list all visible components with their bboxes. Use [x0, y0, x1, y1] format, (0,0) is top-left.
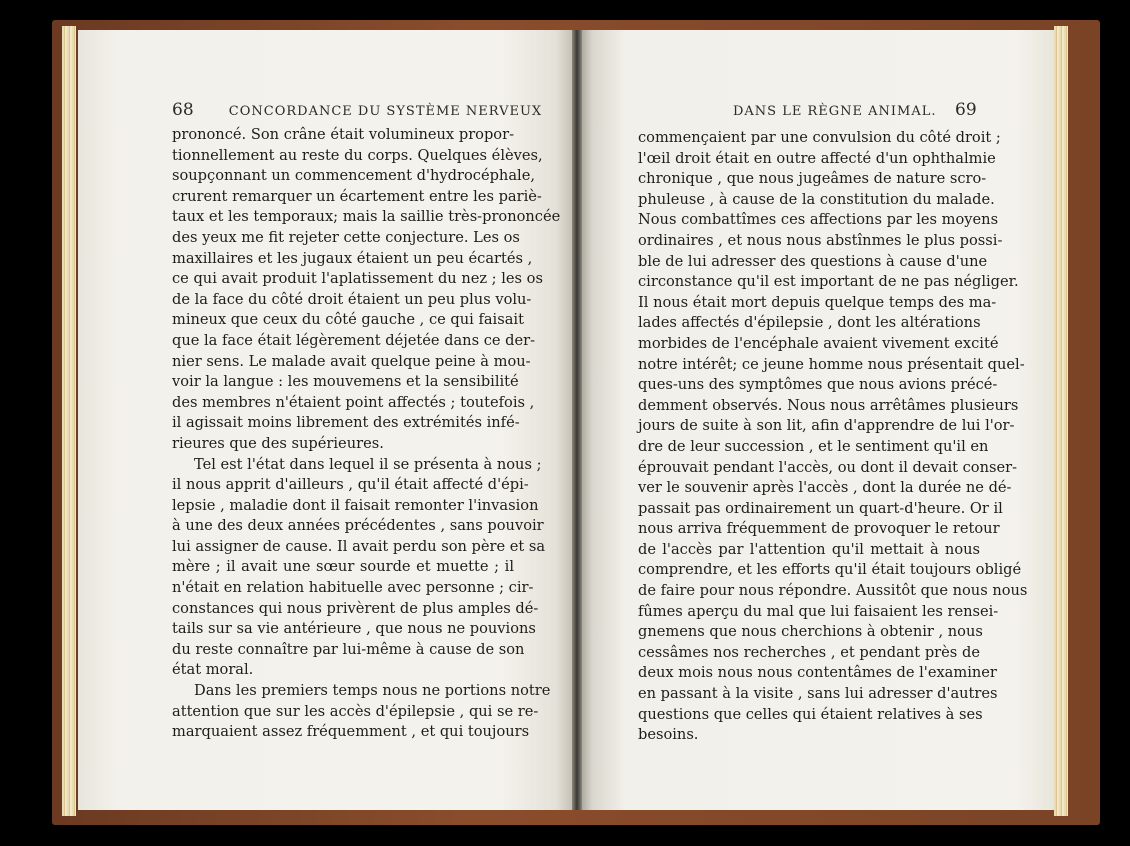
- text-line: attention que sur les accès d'épilepsie , qui se re-: [172, 702, 539, 720]
- text-line: lades affectés d'épilepsie , dont les altérations: [638, 314, 981, 332]
- text-line: circonstance qu'il est important de ne pas négliger.: [638, 273, 1019, 291]
- text-line: soupçonnant un commencement d'hydrocéphale,: [172, 167, 535, 185]
- left-page-number: 68: [172, 100, 194, 120]
- text-line: fûmes aperçu du mal que lui faisaient les rensei-: [638, 602, 999, 620]
- text-line: ver le souvenir après l'accès , dont la durée ne dé-: [638, 479, 1012, 497]
- text-line: ordinaires , et nous nous abstînmes le plus possi-: [638, 231, 1003, 249]
- text-line: il agissait moins librement des extrémités infé-: [172, 414, 520, 432]
- text-line: besoins.: [638, 726, 699, 744]
- text-line: prononcé. Son crâne était volumineux propor-: [172, 126, 514, 143]
- text-line: questions que celles qui étaient relatives à ses: [638, 705, 983, 723]
- text-line: des yeux me fit rejeter cette conjecture. Les os: [172, 228, 520, 246]
- right-page-body: [638, 128, 1028, 746]
- text-line: Dans les premiers temps nous ne portions notre: [194, 682, 551, 700]
- text-line: chronique , que nous jugeâmes de nature scro-: [638, 170, 987, 188]
- book-gutter: [572, 30, 582, 810]
- left-page-edges: [62, 26, 76, 816]
- text-line: lepsie , maladie dont il faisait remonter l'invasion: [172, 496, 539, 514]
- text-line: que la face était légèrement déjetée dans ce der-: [172, 331, 536, 349]
- text-line: Il nous était mort depuis quelque temps des ma-: [638, 293, 997, 311]
- text-line: tails sur sa vie antérieure , que nous ne pouvions: [172, 620, 536, 638]
- text-line: demment observés. Nous nous arrêtâmes plusieurs: [638, 396, 1019, 414]
- text-line: en passant à la visite , sans lui adresser d'autres: [638, 685, 998, 703]
- text-line: deux mois nous nous contentâmes de l'examiner: [638, 664, 997, 682]
- text-line: rieures que des supérieures.: [172, 434, 384, 452]
- text-line: ques-uns des symptômes que nous avions précé-: [638, 376, 998, 394]
- text-line: nier sens. Le malade avait quelque peine à mou-: [172, 352, 531, 370]
- left-running-head: CONCORDANCE DU SYSTÈME NERVEUX: [228, 104, 543, 119]
- text-line: dre de leur succession , et le sentiment qu'il en: [638, 437, 989, 455]
- text-line: constances qui nous privèrent de plus amples dé-: [172, 599, 539, 617]
- text-line: taux et les temporaux; mais la saillie très-prononcée: [172, 208, 561, 226]
- text-line: n'était en relation habituelle avec personne ; cir-: [172, 579, 534, 597]
- text-line: mère ; il avait une sœur sourde et muette ; il: [172, 558, 514, 576]
- text-line: mineux que ceux du côté gauche , ce qui faisait: [172, 311, 524, 329]
- text-line: tionnellement au reste du corps. Quelques élèves,: [172, 146, 543, 164]
- right-page-number: 69: [955, 100, 977, 120]
- text-line: du reste connaître par lui-même à cause de son: [172, 640, 525, 658]
- text-line: morbides de l'encéphale avaient vivement excité: [638, 334, 999, 352]
- text-line: de l'accès par l'attention qu'il mettait à nous: [638, 540, 980, 558]
- text-line: lui assigner de cause. Il avait perdu son père et sa: [172, 537, 546, 555]
- text-line: ce qui avait produit l'aplatissement du nez ; les os: [172, 270, 543, 288]
- left-page-header: [172, 100, 542, 120]
- text-line: l'œil droit était en outre affecté d'un ophthalmie: [638, 149, 996, 167]
- text-line: nous arriva fréquemment de provoquer le retour: [638, 520, 1000, 538]
- text-line: commençaient par une convulsion du côté droit ;: [638, 129, 1001, 146]
- text-line: cessâmes nos recherches , et pendant près de: [638, 643, 980, 661]
- left-page-body: [172, 125, 561, 743]
- text-line: état moral.: [172, 661, 254, 679]
- text-line: ble de lui adresser des questions à cause d'une: [638, 252, 988, 270]
- text-line: Nous combattîmes ces affections par les moyens: [638, 211, 999, 229]
- text-line: il nous apprit d'ailleurs , qu'il était affecté d'épi-: [172, 476, 529, 494]
- text-line: maxillaires et les jugaux étaient un peu écartés ,: [172, 249, 533, 267]
- text-line: marquaient assez fréquemment , et qui toujours: [172, 723, 530, 741]
- text-line: éprouvait pendant l'accès, ou dont il devait conser-: [638, 458, 1018, 476]
- text-line: notre intérêt; ce jeune homme nous présentait quel-: [638, 355, 1025, 373]
- text-line: passait pas ordinairement un quart-d'heure. Or il: [638, 499, 1003, 517]
- text-line: Tel est l'état dans lequel il se présenta à nous ;: [194, 455, 542, 473]
- right-page-edges: [1054, 26, 1068, 816]
- text-line: à une des deux années précédentes , sans pouvoir: [172, 517, 544, 535]
- text-line: de la face du côté droit étaient un peu plus volu-: [172, 290, 532, 308]
- text-line: crurent remarquer un écartement entre les pariè-: [172, 187, 542, 205]
- right-running-head: DANS LE RÈGNE ANIMAL.: [733, 104, 937, 119]
- text-line: voir la langue : les mouvemens et la sensibilité: [172, 373, 519, 391]
- text-line: comprendre, et les efforts qu'il était toujours obligé: [638, 561, 1022, 579]
- text-line: des membres n'étaient point affectés ; toutefois ,: [172, 393, 535, 411]
- text-line: gnemens que nous cherchions à obtenir , nous: [638, 623, 983, 641]
- text-line: phuleuse , à cause de la constitution du malade.: [638, 190, 995, 208]
- text-line: jours de suite à son lit, afin d'apprendre de lui l'or-: [638, 417, 1015, 435]
- text-line: de faire pour nous répondre. Aussitôt que nous nous: [638, 582, 1028, 600]
